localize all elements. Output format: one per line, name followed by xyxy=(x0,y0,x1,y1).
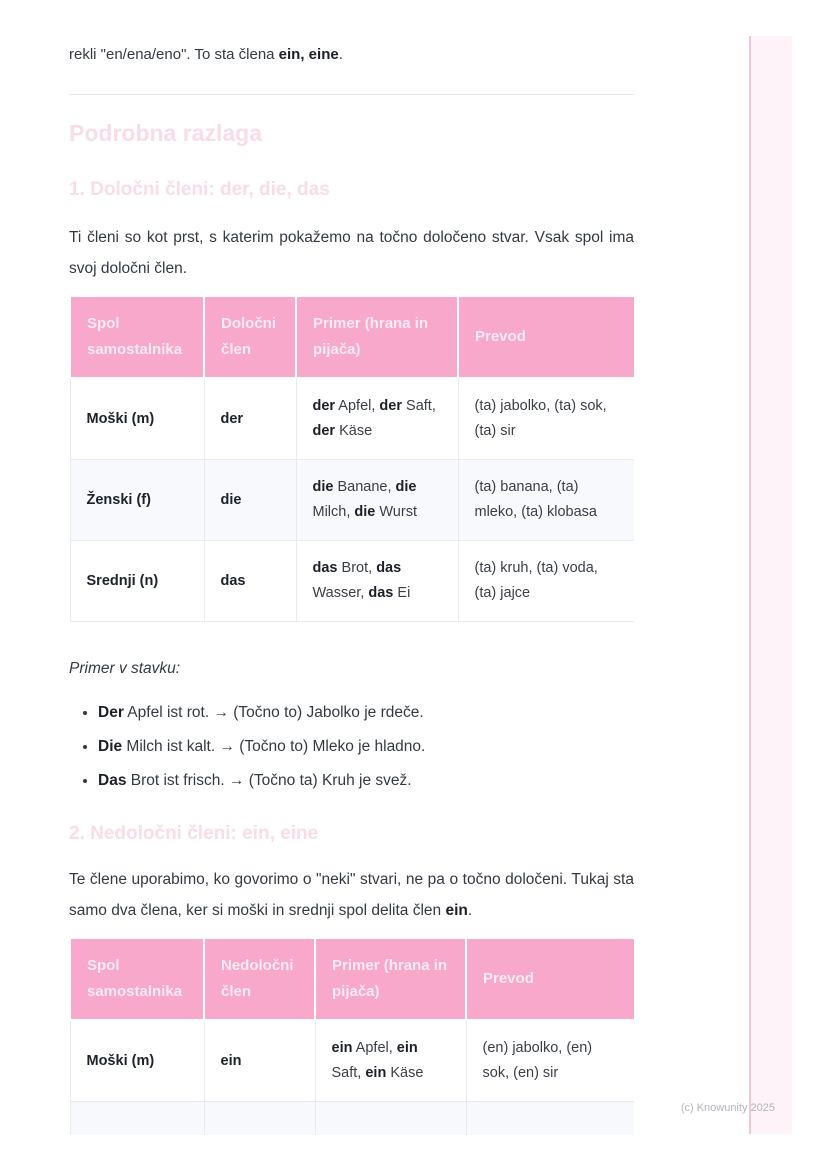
column-header-translation: Prevod xyxy=(466,938,634,1020)
list-item: • Der Apfel ist rot. → (Točno to) Jabolko je rdeče. xyxy=(98,702,634,724)
cell-translation: (ta) kruh, (ta) voda, (ta) jajce xyxy=(458,541,634,622)
main-heading: Podrobna razlaga xyxy=(69,120,262,146)
cell-article: das xyxy=(204,541,296,622)
table-row xyxy=(70,378,634,460)
cell-article: der xyxy=(204,378,296,460)
page-edge-strip xyxy=(749,36,792,1134)
section-2-heading: 2. Nedoločni členi: ein, eine xyxy=(69,823,319,844)
definite-articles-table xyxy=(69,295,634,622)
cell-example: ein Apfel, ein Saft, ein Käse xyxy=(315,1020,466,1102)
copyright-notice: (c) Knowunity 2025 xyxy=(680,1102,775,1114)
cell-article: die xyxy=(204,460,296,541)
intro-paragraph: rekli "en/ena/eno". To sta člena ein, eine. xyxy=(69,46,343,63)
column-header-article: Določni člen xyxy=(204,296,296,378)
cell-translation: (ta) banana, (ta) mleko, (ta) klobasa xyxy=(458,460,634,541)
cell-gender xyxy=(70,1102,204,1136)
cell-gender: Moški (m) xyxy=(70,378,204,460)
cell-translation: (ta) jabolko, (ta) sok, (ta) sir xyxy=(458,378,634,460)
cell-example xyxy=(315,1102,466,1136)
cell-translation: (en) jabolko, (en) sok, (en) sir xyxy=(466,1020,634,1102)
column-header-translation: Prevod xyxy=(458,296,634,378)
cell-gender: Srednji (n) xyxy=(70,541,204,622)
table-header-row xyxy=(70,938,634,1020)
table-row xyxy=(70,460,634,541)
section-2-paragraph: Te člene uporabimo, ko govorimo o "neki" stvari, ne pa o točno določeni. Tukaj sta samo dva člena, ker si moški in srednji spol delita člen ein. xyxy=(69,871,634,919)
column-header-gender: Spol samostalnika xyxy=(70,938,204,1020)
table-row-clipped xyxy=(70,1102,634,1136)
indefinite-articles-table xyxy=(69,937,634,1135)
section-1-heading: 1. Določni členi: der, die, das xyxy=(69,179,330,200)
cell-gender: Ženski (f) xyxy=(70,460,204,541)
column-header-gender: Spol samostalnika xyxy=(70,296,204,378)
table-header-row xyxy=(70,296,634,378)
table-row xyxy=(70,1020,634,1102)
column-header-article: Nedoločni člen xyxy=(204,938,315,1020)
column-header-example: Primer (hrana in pijača) xyxy=(315,938,466,1020)
cell-example: die Banane, die Milch, die Wurst xyxy=(296,460,458,541)
column-header-example: Primer (hrana in pijača) xyxy=(296,296,458,378)
cell-translation xyxy=(466,1102,634,1136)
cell-gender: Moški (m) xyxy=(70,1020,204,1102)
list-item: • Das Brot ist frisch. → (Točno ta) Kruh je svež. xyxy=(98,770,634,792)
list-item: • Die Milch ist kalt. → (Točno to) Mleko je hladno. xyxy=(98,736,634,758)
page-content xyxy=(69,0,634,1135)
cell-example: das Brot, das Wasser, das Ei xyxy=(296,541,458,622)
example-bullet-list xyxy=(69,702,634,792)
cell-article xyxy=(204,1102,315,1136)
cell-example: der Apfel, der Saft, der Käse xyxy=(296,378,458,460)
table-row xyxy=(70,541,634,622)
example-sentence-label: Primer v stavku: xyxy=(69,660,181,677)
section-1-paragraph: Ti členi so kot prst, s katerim pokažemo na točno določeno stvar. Vsak spol ima svoj določni člen. xyxy=(69,229,634,277)
section-divider xyxy=(69,94,634,95)
cell-article: ein xyxy=(204,1020,315,1102)
